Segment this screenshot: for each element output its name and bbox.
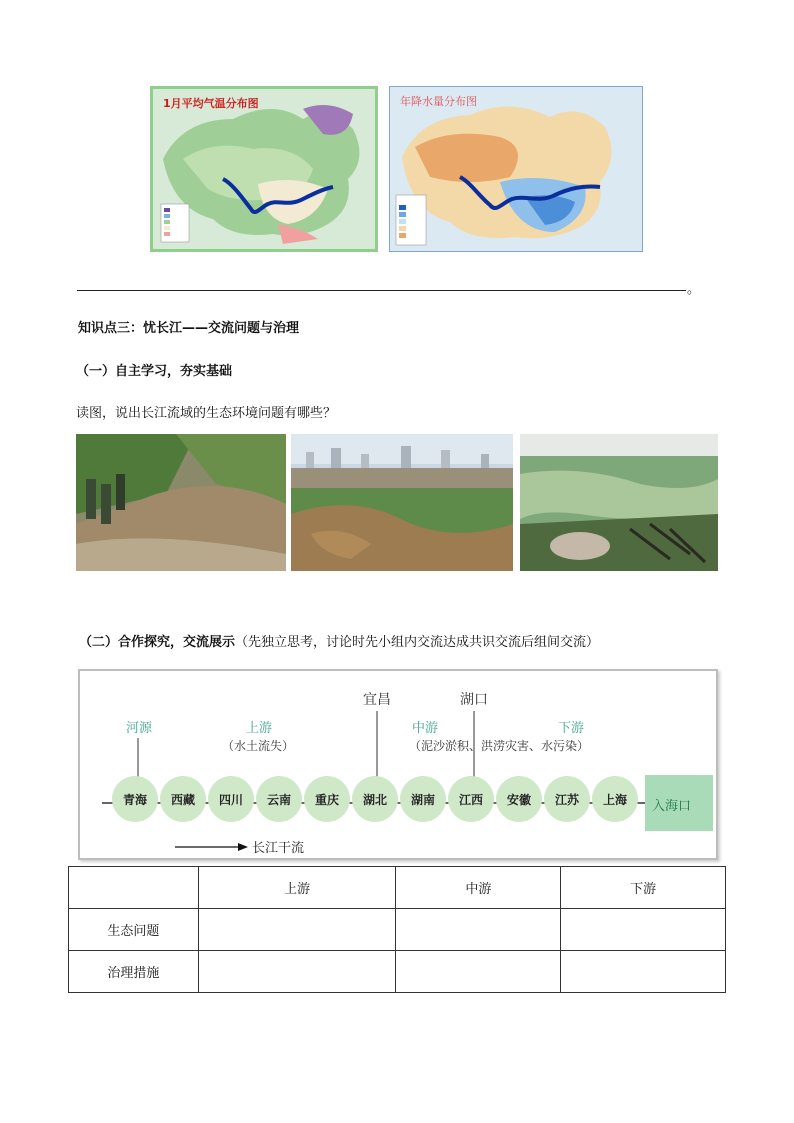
province-circle: [352, 776, 398, 822]
province-label: 湖南: [410, 792, 435, 807]
province-label: 安徽: [506, 792, 531, 807]
province-label: 江苏: [554, 792, 579, 807]
flood-photo-graphic: [291, 434, 513, 571]
hukou-label: 湖口: [460, 692, 488, 708]
table-header-cell: 上游: [198, 867, 396, 909]
province-circle: [544, 776, 590, 822]
temperature-map-graphic: [153, 89, 375, 249]
table-cell[interactable]: [561, 909, 726, 951]
table-cell[interactable]: [396, 909, 561, 951]
table-header-row: [69, 867, 726, 909]
governance-table: [68, 866, 726, 993]
row-label: 生态问题: [69, 909, 199, 951]
province-circle: [400, 776, 446, 822]
table-row: [69, 951, 726, 993]
table-header-cell: 中游: [396, 867, 561, 909]
segment-upper: 上游: [246, 721, 273, 736]
table-cell[interactable]: [198, 909, 396, 951]
pollution-photo-graphic: [520, 434, 718, 571]
province-circle: [208, 776, 254, 822]
subsection-cooperation-note: （先独立思考，讨论时先小组内交流达成共识交流后组间交流）: [235, 635, 600, 650]
province-circle: [448, 776, 494, 822]
province-circle: [496, 776, 542, 822]
province-label: 上海: [602, 792, 627, 807]
province-circle: [592, 776, 638, 822]
subsection-cooperation-title: [79, 631, 599, 650]
precipitation-map-title: 年降水量分布图: [400, 95, 477, 108]
landslide-photo: [76, 434, 286, 571]
answer-period: 。: [687, 282, 701, 297]
table-header-cell: [69, 867, 199, 909]
flood-photo: [291, 434, 513, 571]
yangtze-river-diagram: [78, 669, 718, 860]
row-label: 治理措施: [69, 951, 199, 993]
province-circle: [160, 776, 206, 822]
province-label: 四川: [218, 792, 243, 807]
section-title: 知识点三：忧长江——交流问题与治理: [78, 321, 300, 336]
province-label: 湖北: [362, 792, 387, 807]
water-pollution-photo: [520, 434, 718, 571]
table-cell[interactable]: [396, 951, 561, 993]
subsection-cooperation-heading: （二）合作探究，交流展示: [79, 635, 236, 650]
landslide-photo-graphic: [76, 434, 286, 571]
province-label: 江西: [458, 792, 483, 807]
question-text: 读图，说出长江流域的生态环境问题有哪些？: [76, 406, 337, 421]
legend-main-stream: 长江干流: [252, 841, 305, 856]
province-circle: [256, 776, 302, 822]
yichang-label: 宜昌: [363, 692, 391, 708]
river-diagram-lines: [80, 671, 716, 858]
subsection-self-study-title: （一）自主学习，夯实基础: [76, 364, 233, 379]
segment-source: 河源: [126, 721, 153, 736]
province-label: 重庆: [314, 792, 339, 807]
segment-upper-note: （水土流失）: [222, 739, 295, 753]
table-row: [69, 909, 726, 951]
province-circle: [304, 776, 350, 822]
precipitation-map-graphic: [390, 87, 642, 251]
segment-middle: 中游: [412, 721, 439, 736]
province-label: 西藏: [170, 792, 195, 807]
sea-mouth-label: 入海口: [652, 799, 692, 814]
answer-line[interactable]: [77, 290, 686, 291]
segment-lower: 下游: [558, 721, 585, 736]
province-circle: [112, 776, 158, 822]
province-label: 青海: [122, 792, 147, 807]
table-header-cell: 下游: [561, 867, 726, 909]
annual-precipitation-map: [389, 86, 643, 252]
province-label: 云南: [266, 792, 291, 807]
table-cell[interactable]: [561, 951, 726, 993]
segment-middle-note: （泥沙淤积、洪涝灾害、水污染）: [409, 739, 590, 753]
january-temperature-map: [150, 86, 378, 252]
temperature-map-title: 1月平均气温分布图: [163, 97, 259, 110]
table-cell[interactable]: [198, 951, 396, 993]
